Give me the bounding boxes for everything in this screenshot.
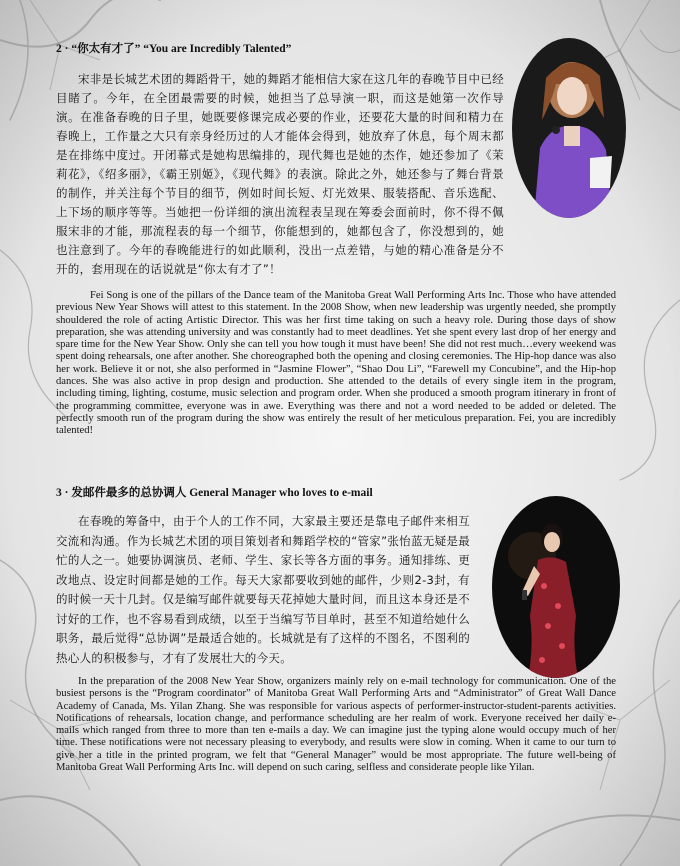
yilan-zhang-photo — [492, 496, 620, 678]
section-3-chinese-text: 在春晚的筹备中，由于个人的工作不同，大家最主要还是靠电子邮件来相互交流和沟通。作为长城艺术团的项目策划者和舞蹈学校的“管家”张怡蓝无疑是最忙的人之一。她要协调演员、老师、学生、家长等各方面的事务。通知排练、更改地点、设定时间都是她的工作。每天大家都要收到她的邮件，少则2-3封，有的时候一天十几封。仅是编写邮件就要每天花掉她大量时间，而且这本身还是不讨好的工作，也不容易看到成绩，以至于当编写节目单时，甚至不知道给她什么职务，最后觉得“总协调”是最适合她的。长城就是有了这样的不图名，不图利的热心人的积极参与，才有了发展壮大的今天。 — [56, 514, 470, 665]
section-3-english-paragraph — [56, 676, 616, 774]
section-2-english-paragraph — [56, 290, 616, 438]
section-3-heading: 3 · 发邮件最多的总协调人 General Manager who loves to e-mail — [56, 487, 373, 499]
section-2-chinese-text: 宋非是长城艺术团的舞蹈骨干，她的舞蹈才能相信大家在这几年的春晚节目中已经目睹了。今年，在全团最需要的时候，她担当了总导演一职，而这是她第一次作导演。在准备春晚的日子里，她既要修课完成必要的作业，还要花大量的时间和精力在春晚上，工作量之大只有亲身经历过的人才能体会得到，她放弃了休息，每个周末都是在排练中度过。开闭幕式是她构思编排的，现代舞也是她的杰作，她还参加了《茉莉花》，《绍多丽》，《霸王别姬》，《现代舞》的表演。除此之外，她还参与了舞台背景的制作，并关注每个节目的细节，例如时间长短、灯光效果、服装搭配、音乐选配、上下场的顺序等等。当她把一份详细的演出流程表呈现在筹委会面前时，你不得不佩服宋非的才能，那流程表的每一个细节，你能想到的，她都包含了，你没想到的，她也注意到了。今年的春晚能进行的如此顺利，没出一点差错，与她的精心准备是分不开的，套用现在的话说就是“你太有才了”！ — [56, 72, 504, 276]
section-2-english-text: Fei Song is one of the pillars of the Dance team of the Manitoba Great Wall Performing Arts Inc. Those who have attended previous New Year Shows will attest to this statement. In the 2008 Show, when new leadership was urgently needed, she promptly shouldered the role of acting Artistic Director. This was her first time taking on such a heavy role. During those days of show preparation, she was attending university and was constantly had to meet deadlines. Yet she spent every last drop of her energy and spare time for the New Year Show. Only she can tell you how tough it must have been! She did not rest much…every weekend was spent doing rehearsals, one after another. She choreographed both the opening and closing ceremonies. The Hip-hop dance was also her work. Believe it or not, she also performed in “Jasmine Flower”, “Shao Dou Li”, “Farewell my Concubine”, and the Hip-hop dances. She was also active in prop design and production. She attended to the details of every single item in the program, including timing, lighting, costume, music selection and program order. When she produced a smooth program itinerary in front of the programming committee, everyone was in awe. Everything was there and not a word needed to be added or deleted. The perfectly smooth run of the program during the show was entirely the result of her meticulous preparation. Fei, you are incredibly talented! — [56, 290, 616, 437]
section-3-english-text: In the preparation of the 2008 New Year Show, organizers mainly rely on e-mail technology for communication. One of the busiest persons is the “Program coordinator” of Manitoba Great Wall Performing Arts and “Administrator” of Great Wall Dance Academy of Canada, Ms. Yilan Zhang. She was responsible for various aspects of performer-instructor-student-parents activities. Notifications of rehearsals, location change, and performance scheduling are her realm of work. Everyone received her daily e-mails which ranged from three to more than ten e-mails a day. We can imagine just the typing alone would occupy much of her time. These notifications were not necessary pleasing to everybody, and results were slow in coming. When it came to our turn to give her a title in the printed program, we felt that “General Manager” would be most appropriate. The future well-being of Manitoba Great Wall Performing Arts Inc. will depend on such caring, selfless and considerate people like Yilan. — [56, 676, 616, 774]
section-3-chinese-paragraph — [56, 512, 470, 668]
section-2-heading: 2 · “你太有才了” “You are Incredibly Talented” — [56, 43, 292, 55]
section-2-chinese-paragraph — [56, 70, 504, 279]
fei-song-photo — [512, 38, 626, 218]
